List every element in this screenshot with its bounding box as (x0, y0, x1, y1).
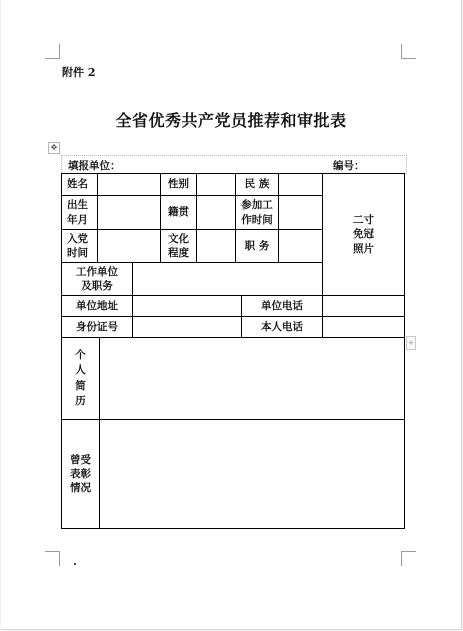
resume-field[interactable] (100, 338, 404, 419)
education-label: 文化 程度 (168, 232, 189, 259)
education-field[interactable] (197, 230, 235, 262)
resume-label: 个 人 简 历 (75, 349, 86, 407)
position-field[interactable] (279, 230, 322, 262)
fill-unit-label: 填报单位： (68, 160, 121, 172)
id-number-label: 身份证号 (76, 320, 118, 333)
page-corner-mark (45, 44, 60, 59)
name-field[interactable] (98, 174, 160, 195)
photo-label-line: 照片 (353, 242, 374, 255)
name-label: 姓名 (67, 178, 88, 191)
paragraph-mark (74, 563, 76, 565)
work-start-date-field[interactable] (279, 196, 322, 229)
annex-label: 附件 2 (62, 66, 96, 79)
ethnicity-field[interactable] (279, 174, 322, 195)
honors-label: 曾受 表彰 情况 (70, 453, 91, 495)
position-label: 职 务 (244, 239, 270, 252)
work-unit-label: 工作单位 及职务 (76, 265, 118, 292)
unit-address-label: 单位地址 (76, 299, 118, 312)
page-corner-mark (401, 551, 416, 566)
party-join-date-field[interactable] (98, 230, 160, 262)
photo-label-line: 免冠 (353, 228, 374, 241)
document-page (1, 0, 462, 630)
form-header-row (61, 155, 407, 174)
birth-date-label: 出生 年月 (67, 199, 88, 226)
ethnicity-label: 民 族 (244, 178, 270, 191)
gender-label: 性别 (168, 178, 189, 191)
page-corner-mark (45, 551, 60, 566)
form-title: 全省优秀共产党员推荐和审批表 (115, 111, 347, 130)
unit-address-field[interactable] (133, 296, 241, 316)
photo-box[interactable] (323, 174, 404, 295)
personal-phone-field[interactable] (323, 317, 404, 337)
gender-field[interactable] (197, 174, 235, 195)
party-join-date-label: 入党 时间 (67, 232, 88, 259)
work-start-date-label: 参加工 作时间 (241, 199, 273, 226)
id-number-field[interactable] (133, 317, 241, 337)
unit-phone-field[interactable] (323, 296, 404, 316)
birth-date-field[interactable] (98, 196, 160, 229)
plus-icon[interactable]: + (406, 336, 416, 350)
native-place-label: 籍贯 (168, 206, 189, 219)
photo-label-line: 二寸 (353, 214, 374, 227)
personal-phone-label: 本人电话 (261, 320, 303, 333)
unit-phone-label: 单位电话 (261, 299, 303, 312)
serial-number-label: 编号： (333, 160, 365, 172)
move-icon[interactable]: ✥ (48, 142, 60, 154)
native-place-field[interactable] (197, 196, 235, 229)
honors-field[interactable] (100, 420, 404, 528)
work-unit-field[interactable] (133, 263, 322, 295)
page-corner-mark (401, 44, 416, 59)
